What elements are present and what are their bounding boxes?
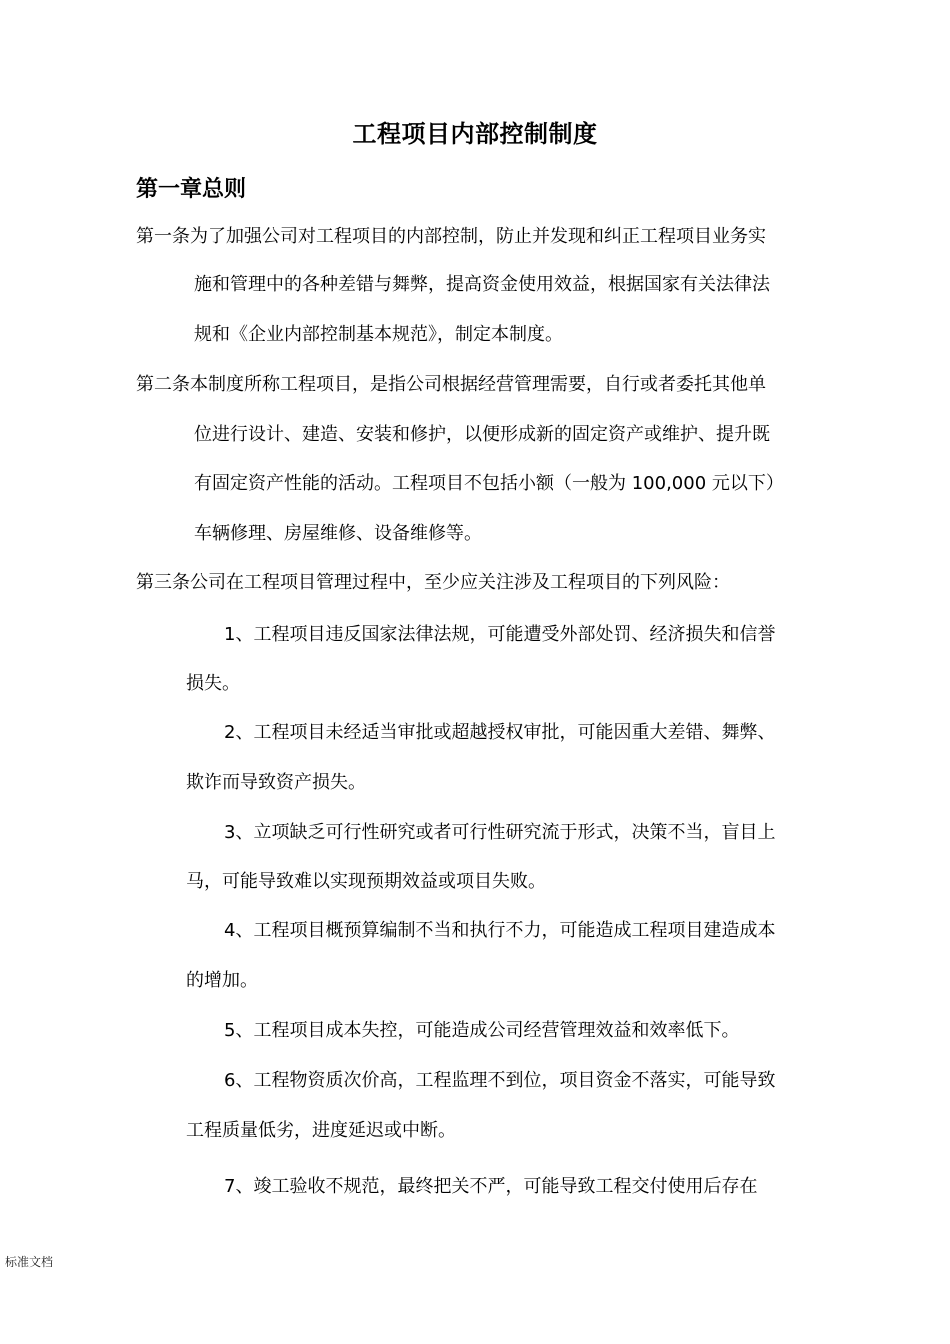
article2-line3: 有固定资产性能的活动。工程项目不包括小额（一般为 100,000 元以下） <box>194 473 784 494</box>
article2-line4: 车辆修理、房屋维修、设备维修等。 <box>194 523 482 544</box>
article3-line1: 第三条公司在工程项目管理过程中，至少应关注涉及工程项目的下列风险： <box>136 572 730 593</box>
risk-item-text: 6、工程物资质次价高，工程监理不到位，项目资金不落实，可能导致 <box>224 1070 776 1091</box>
risk-item-text: 2、工程项目未经适当审批或超越授权审批，可能因重大差错、舞弊、 <box>224 722 776 743</box>
risk-item-text: 7、竣工验收不规范，最终把关不严，可能导致工程交付使用后存在 <box>224 1176 758 1197</box>
article2-line2: 位进行设计、建造、安装和修护，以便形成新的固定资产或维护、提升既 <box>194 424 770 445</box>
risk-item-continuation: 损失。 <box>186 673 240 694</box>
risk-item-text: 1、工程项目违反国家法律法规，可能遭受外部处罚、经济损失和信誉 <box>224 624 776 645</box>
risk-item-continuation: 工程质量低劣，进度延迟或中断。 <box>186 1120 456 1141</box>
risk-item-continuation: 马，可能导致难以实现预期效益或项目失败。 <box>186 871 546 892</box>
article2-line1: 第二条本制度所称工程项目，是指公司根据经营管理需要，自行或者委托其他单 <box>136 374 766 395</box>
risk-item-text: 5、工程项目成本失控，可能造成公司经营管理效益和效率低下。 <box>224 1020 740 1041</box>
risk-item-continuation: 的增加。 <box>186 970 258 991</box>
article1-line1: 第一条为了加强公司对工程项目的内部控制，防止并发现和纠正工程项目业务实 <box>136 226 766 247</box>
risk-item-continuation: 欺诈而导致资产损失。 <box>186 772 366 793</box>
chapter-heading: 第一章总则 <box>136 177 247 202</box>
page-title: 工程项目内部控制制度 <box>352 120 598 148</box>
article1-line3: 规和《企业内部控制基本规范》，制定本制度。 <box>194 324 563 345</box>
article1-line2: 施和管理中的各种差错与舞弊，提高资金使用效益，根据国家有关法律法 <box>194 274 770 295</box>
risk-item-text: 4、工程项目概预算编制不当和执行不力，可能造成工程项目建造成本 <box>224 920 776 941</box>
page-footer-label: 标准文档 <box>5 1255 54 1269</box>
risk-item-text: 3、立项缺乏可行性研究或者可行性研究流于形式，决策不当，盲目上 <box>224 822 776 843</box>
